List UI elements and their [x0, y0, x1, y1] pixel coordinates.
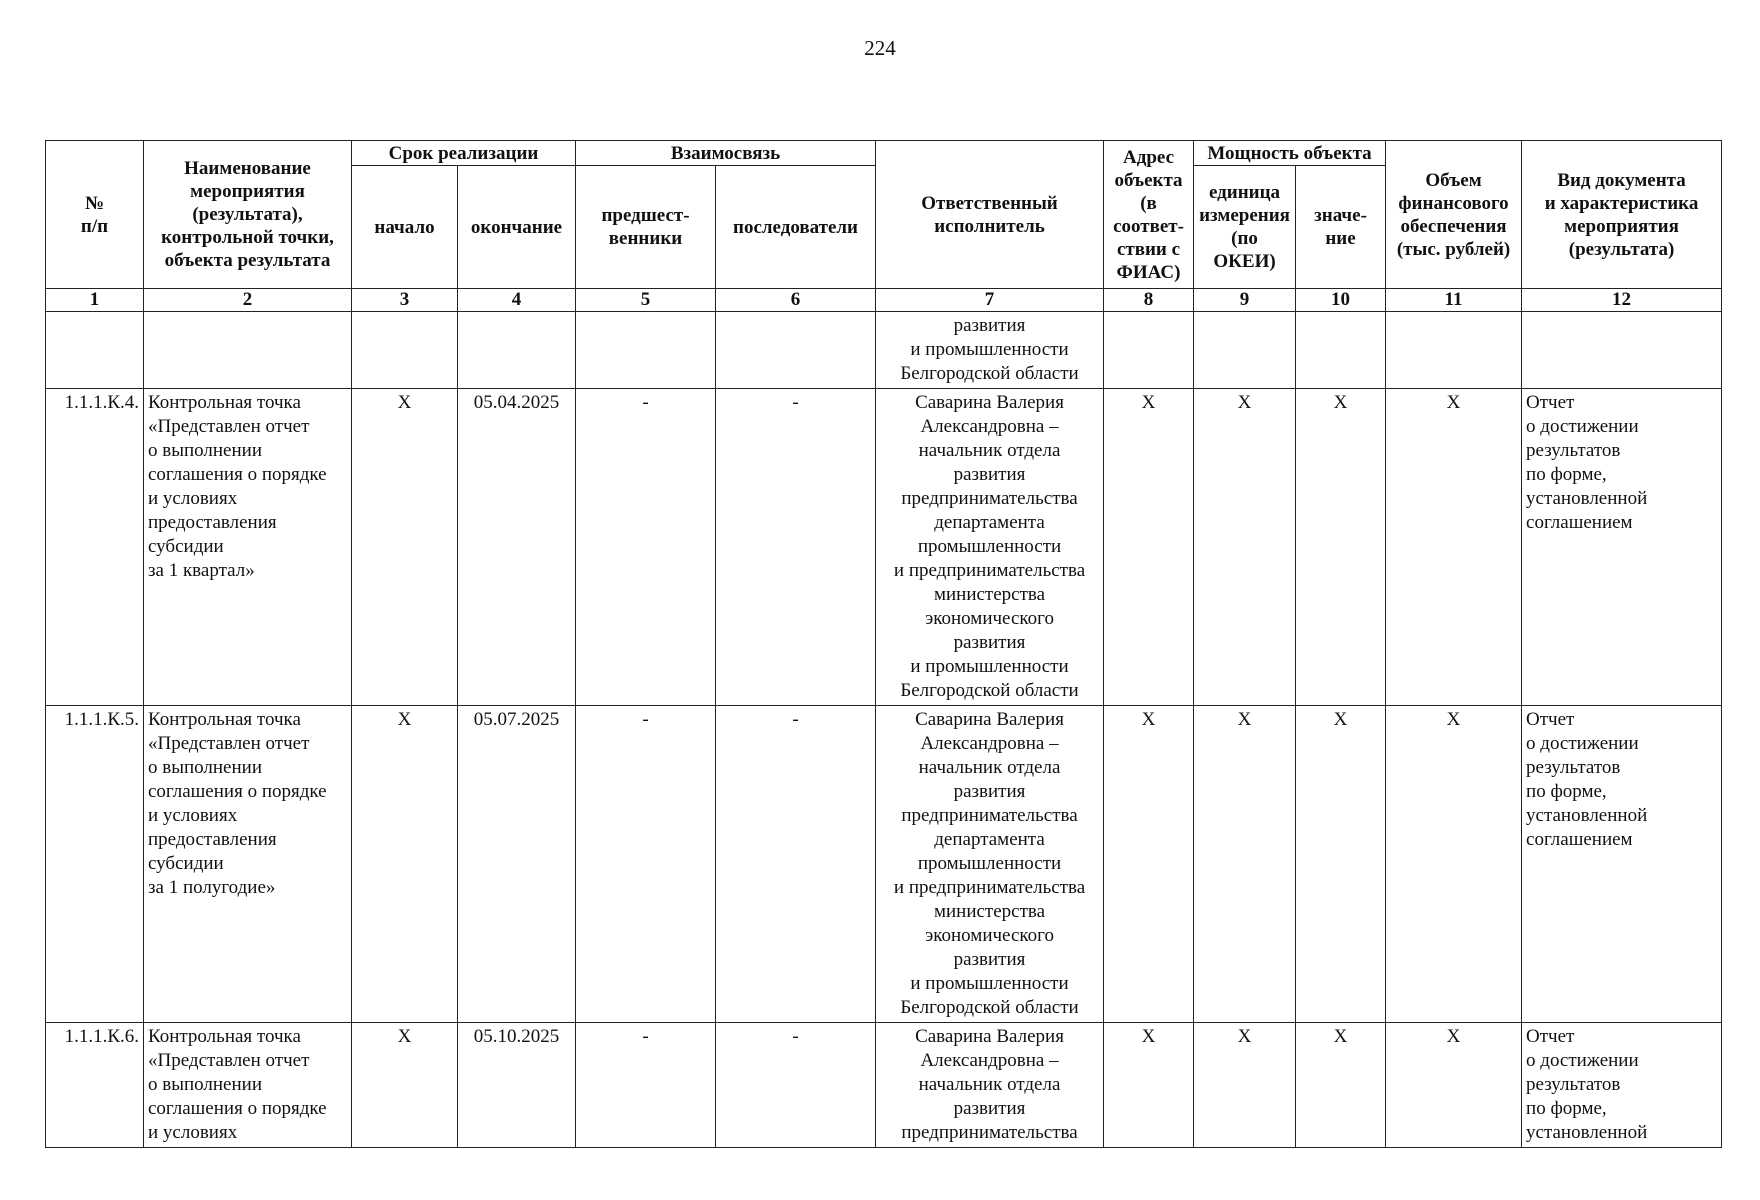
cell-predecessors: - — [576, 1023, 716, 1148]
cell-successors: - — [716, 1023, 876, 1148]
cell-empty — [458, 312, 576, 389]
cell-funding: X — [1386, 389, 1522, 706]
header-successors: последователи — [716, 166, 876, 289]
cell-responsible: Саварина Валерия Александровна – начальник отдела развития предпринимательства департамента промышленности и предпринимательства министерства экономического развития и промышленности Белгородской области — [876, 389, 1104, 706]
column-number: 11 — [1386, 289, 1522, 312]
continuation-row — [46, 312, 1722, 389]
cell-doc-type: Отчет о достижении результатов по форме, установленной соглашением — [1522, 389, 1722, 706]
cell-funding: X — [1386, 706, 1522, 1023]
cell-empty — [1386, 312, 1522, 389]
column-numbers-row — [46, 289, 1722, 312]
cell-empty — [352, 312, 458, 389]
cell-empty — [46, 312, 144, 389]
cell-predecessors: - — [576, 389, 716, 706]
cell-end: 05.10.2025 — [458, 1023, 576, 1148]
header-relation: Взаимосвязь — [576, 141, 876, 166]
cell-responsible: Саварина Валерия Александровна – начальник отдела развития предпринимательства — [876, 1023, 1104, 1148]
page-number: 224 — [864, 36, 896, 60]
table-row — [46, 389, 1722, 706]
cell-unit: X — [1194, 706, 1296, 1023]
column-number: 4 — [458, 289, 576, 312]
cell-successors: - — [716, 706, 876, 1023]
header-responsible: Ответственный исполнитель — [876, 141, 1104, 289]
header-predecessors: предшест- венники — [576, 166, 716, 289]
column-number: 3 — [352, 289, 458, 312]
cell-start: X — [352, 389, 458, 706]
header-doc-type: Вид документа и характеристика мероприятия (результата) — [1522, 141, 1722, 289]
cell-funding: X — [1386, 1023, 1522, 1148]
column-number: 5 — [576, 289, 716, 312]
cell-value: X — [1296, 1023, 1386, 1148]
table-body — [46, 312, 1722, 1148]
cell-empty — [1194, 312, 1296, 389]
cell-name: Контрольная точка «Представлен отчет о выполнении соглашения о порядке и условиях предоставления субсидии за 1 полугодие» — [144, 706, 352, 1023]
table-header — [46, 141, 1722, 312]
plan-table — [45, 140, 1722, 1148]
header-term: Срок реализации — [352, 141, 576, 166]
column-number: 10 — [1296, 289, 1386, 312]
cell-unit: X — [1194, 1023, 1296, 1148]
column-number: 9 — [1194, 289, 1296, 312]
header-address: Адрес объекта (в соответ- ствии с ФИАС) — [1104, 141, 1194, 289]
header-term-end: окончание — [458, 166, 576, 289]
cell-doc-type: Отчет о достижении результатов по форме, установленной соглашением — [1522, 706, 1722, 1023]
cell-empty — [576, 312, 716, 389]
cell-address: X — [1104, 1023, 1194, 1148]
cell-start: X — [352, 1023, 458, 1148]
header-term-start: начало — [352, 166, 458, 289]
cell-empty — [1296, 312, 1386, 389]
cell-predecessors: - — [576, 706, 716, 1023]
cell-num: 1.1.1.К.5. — [46, 706, 144, 1023]
header-unit: единица измерения (по ОКЕИ) — [1194, 166, 1296, 289]
cell-unit: X — [1194, 389, 1296, 706]
cell-value: X — [1296, 706, 1386, 1023]
cell-address: X — [1104, 706, 1194, 1023]
column-number: 6 — [716, 289, 876, 312]
cell-end: 05.04.2025 — [458, 389, 576, 706]
cell-name: Контрольная точка «Представлен отчет о выполнении соглашения о порядке и условиях предоставления субсидии за 1 квартал» — [144, 389, 352, 706]
header-value: значе- ние — [1296, 166, 1386, 289]
cell-name: Контрольная точка «Представлен отчет о выполнении соглашения о порядке и условиях — [144, 1023, 352, 1148]
cell-end: 05.07.2025 — [458, 706, 576, 1023]
header-name: Наименование мероприятия (результата), контрольной точки, объекта результата — [144, 141, 352, 289]
cell-doc-type: Отчет о достижении результатов по форме, установленной — [1522, 1023, 1722, 1148]
cell-start: X — [352, 706, 458, 1023]
cell-empty — [144, 312, 352, 389]
column-number: 7 — [876, 289, 1104, 312]
cell-responsible: Саварина Валерия Александровна – начальник отдела развития предпринимательства департамента промышленности и предпринимательства министерства экономического развития и промышленности Белгородской области — [876, 706, 1104, 1023]
column-number: 1 — [46, 289, 144, 312]
table-row — [46, 1023, 1722, 1148]
cell-empty — [716, 312, 876, 389]
header-capacity: Мощность объекта — [1194, 141, 1386, 166]
cell-address: X — [1104, 389, 1194, 706]
cell-num: 1.1.1.К.6. — [46, 1023, 144, 1148]
cell-successors: - — [716, 389, 876, 706]
header-funding: Объем финансового обеспечения (тыс. рублей) — [1386, 141, 1522, 289]
cell-empty — [1104, 312, 1194, 389]
cell-empty — [1522, 312, 1722, 389]
column-number: 12 — [1522, 289, 1722, 312]
cell-responsible: развития и промышленности Белгородской области — [876, 312, 1104, 389]
column-number: 8 — [1104, 289, 1194, 312]
table-row — [46, 706, 1722, 1023]
cell-num: 1.1.1.К.4. — [46, 389, 144, 706]
header-num: № п/п — [46, 141, 144, 289]
cell-value: X — [1296, 389, 1386, 706]
column-number: 2 — [144, 289, 352, 312]
